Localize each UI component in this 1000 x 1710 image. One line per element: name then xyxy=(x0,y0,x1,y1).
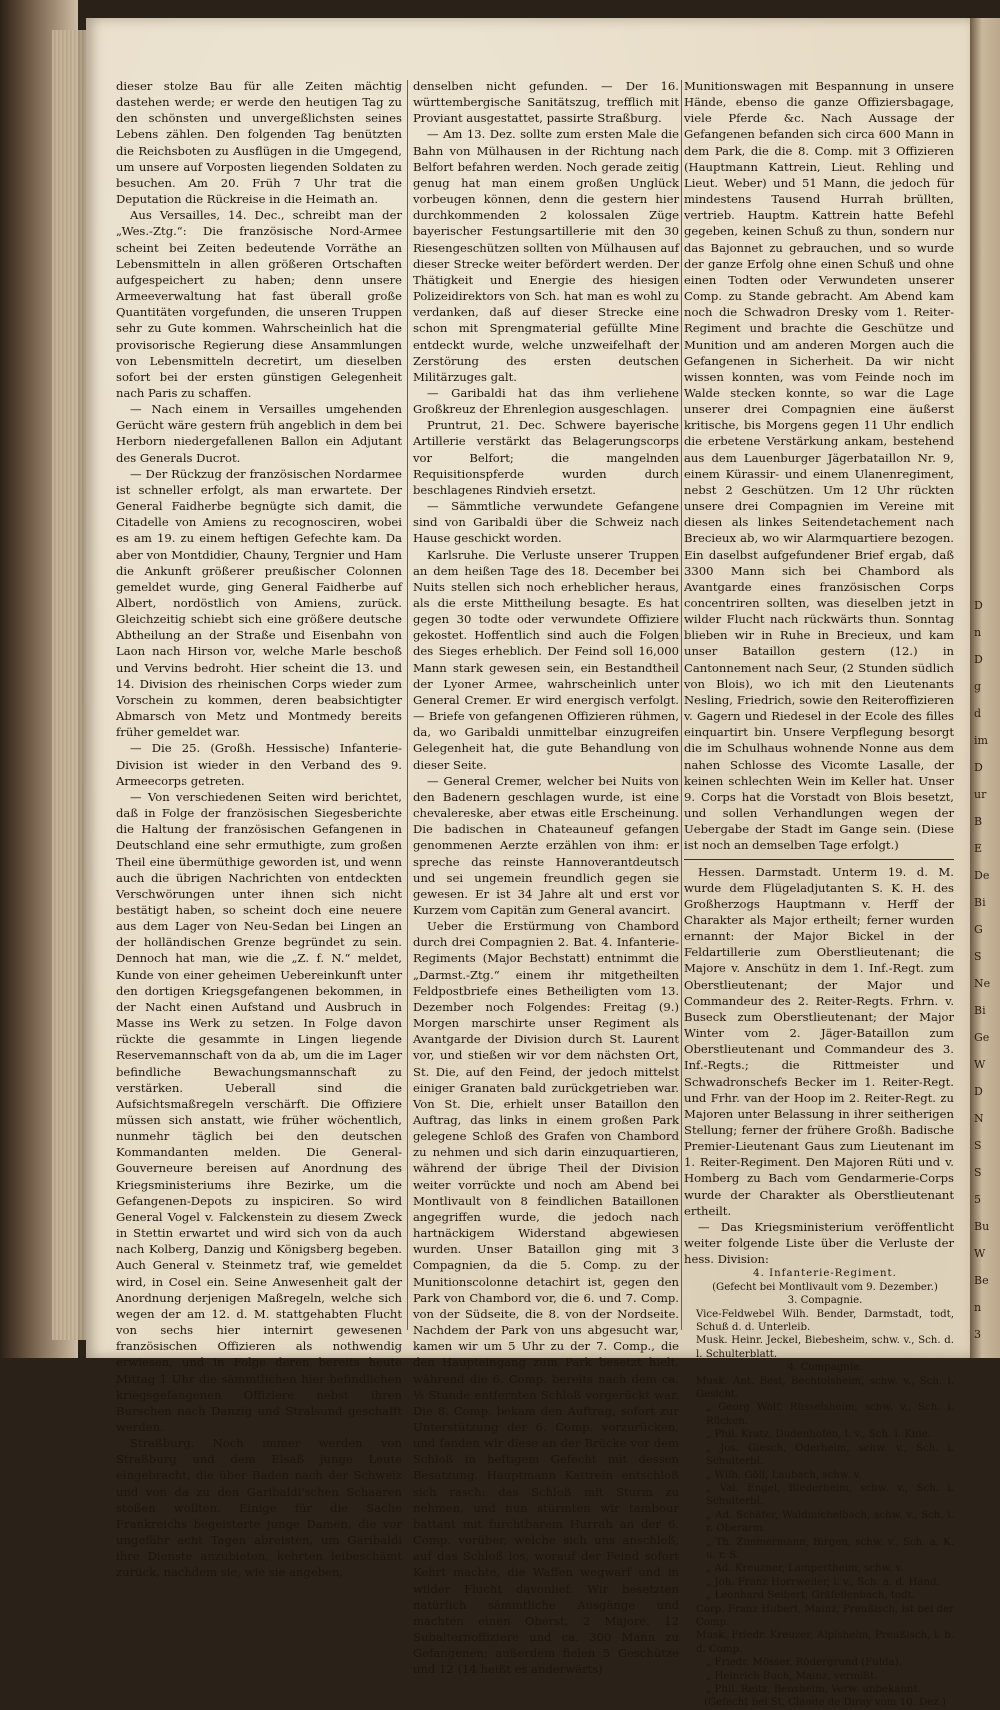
next-page-fragment: D xyxy=(974,653,983,666)
next-page-fragment: Bu xyxy=(974,1220,990,1233)
list-item: „ Ad. Schäfer, Waldmichelbach, schw. v., Sch. i. r. Oberarm xyxy=(706,1509,954,1535)
paragraph: — Sämmtliche verwundete Gefangene sind von Garibaldi über die Schweiz nach Hause geschickt worden. xyxy=(413,499,679,546)
next-page-fragment: n xyxy=(974,1301,982,1314)
list-item: „ Friedr. Mösser, Rödergrund (Fulda). xyxy=(706,1657,902,1669)
next-page-fragment: E xyxy=(974,842,983,855)
paragraph: — Von verschiedenen Seiten wird berichtet, daß in Folge der französischen Siegesberichte die Haltung der französischen Gefangenen in Deutschland eine sehr ermuthigte, zum großen Theil eine übermüthige geworden ist, und wenn auch die übrigen Nachrichten von entdeckten Verschwörungen unter ihnen sich nicht bestätigt haben, so scheint doch eine neuere aus dem Lager von Neu-Sedan bei Lingen an der holländischen Grenze begründet zu sein. Dennoch hat man, wie die „Z. f. N.“ meldet, Kunde von einer geheimen Uebereinkunft unter den dortigen Kriegsgefangenen bekommen, in der Nacht einen Aufstand und Ausbruch in Masse ins Werk zu setzen. In Folge davon rückte die gesammte in Lingen liegende Reservemannschaft von da ab, um die im Lager befindliche Bewachungsmannschaft zu verstärken. Ueberall sind die Aufsichtsmaßregeln verschärft. Die Offiziere müssen sich anstatt, wie früher wöchentlich, nunmehr täglich bei den deutschen Kommandanten melden. Die General-Gouverneure bereisen auf Anordnung des Kriegsministeriums ihre Bezirke, um die Gefangenen-Depots zu inspiciren. So wird General Vogel v. Falckenstein zu diesem Zweck in Stettin erwartet und wird sich von da auch nach Kolberg, Danzig und Königsberg begeben. Auch General v. Steinmetz traf, wie gemeldet wird, in Cosel ein. Seine Anwesenheit galt der Anordnung derjenigen Maßregeln, welche sich wegen der am 12. d. M. stattgehabten Flucht von sechs hier internirt gewesenen französischen Offizieren als nothwendig erwiesen, und in Folge deren bereits heute Mittag 1 Uhr die sämmtlichen hier befindlichen kriegsgefangenen Offiziere nebst ihren Burschen nach Danzig und Stralsund geschafft werden. xyxy=(116,789,402,1434)
list-item: Vice-Feldwebel Wilh. Bender, Darmstadt, todt, Schuß d. d. Unterleib. xyxy=(696,1308,954,1334)
next-page-fragment: B xyxy=(974,815,983,828)
next-page-fragment: ur xyxy=(974,788,987,801)
column-rule-1 xyxy=(407,80,408,1330)
paragraph: Ueber die Erstürmung von Chambord durch drei Compagnien 2. Bat. 4. Infanterie-Regiments (Major Bechstatt) entnimmt die „Darmst.-Ztg.“ einem ihr mitgetheilten Feldpostbriefe eines Betheiligten vom 13. Dezember noch Folgendes: Freitag (9.) Morgen marschirte unser Regiment als Avantgarde der Division durch St. Laurent vor, und stießen wir vor dem nächsten Ort, St. Die, auf den Feind, der jedoch mittelst einiger Granaten bald zurückgetrieben war. Von St. Die, erhielt unser Bataillon den Auftrag, das links in einem großen Park gelegene Schloß des Grafen von Chambord zu nehmen und sich darin einzuquartieren, während der übrige Theil der Division weiter vorrückte und noch am Abend bei Montlivault von 8 feindlichen Bataillonen angegriffen wurde, die jedoch nach hartnäckigem Widerstand abgewiesen wurden. Unser Bataillon ging mit 3 Compagnien, da die 5. Comp. zu der Munitionscolonne detachirt ist, gegen den Park von Chambord vor, die 6. und 7. Comp. von der Südseite, die 8. von der Nordseite. Nachdem der Park von uns abgesucht war, kamen wir um 5 Uhr zu der 7. Comp., die den Haupteingang zum Park besetzt hielt, während die 6. Comp. bereits nach dem ca. ½ Stunde entfernten Schloß vorgerückt war. Die 8. Comp. bekam den Auftrag, sofort zur Unterstützung der 6. Comp. vorzurücken, und fanden wir diese an der Brücke vor dem Schloß in heftigem Gefecht mit dessen Besatzung. Hauptmann Kattrein entschloß sich rasch: das Schloß mit Sturm zu nehmen, und nun stürmten wir tambour battant mit furchtbarem Hurrah an der 6. Comp. vorüber, welche sich uns anschloß, auf das Schloß los, worauf der Feind sofort Kehrt machte, die Waffen wegwarf und in wilder Flucht davonlief. Wir besetzten natürlich sämmtliche Ausgänge und machten einen Oberst, 2 Majore, 12 Subalternoffiziere und ca. 300 Mann zu Gefangenen; außerdem fielen 5 Geschütze und 12 (14 heißt es anderwärts) xyxy=(413,919,679,1677)
next-page-fragment: N xyxy=(974,1112,984,1125)
next-page-fragment: D xyxy=(974,599,983,612)
list-item: „ Phil. Kratz, Dudenhofen, l. v., Sch. i. Knie. xyxy=(706,1429,931,1441)
paragraph: — Nach einem in Versailles umgehenden Gerücht wäre gestern früh angeblich in dem bei Herborn niedergefallenen Ballon ein Adjutant des Generals Ducrot. xyxy=(116,402,402,465)
next-page-fragment: g xyxy=(974,680,982,693)
paragraph: Munitionswagen mit Bespannung in unsere Hände, ebenso die ganze Offiziersbagage, viele Pferde &c. Nach Aussage der Gefangenen befanden sich circa 600 Mann in dem Park, die die 8. Comp. mit 3 Offizieren (Hauptmann Kattrein, Lieut. Rehling und Lieut. Weber) und 51 Mann, die jedoch für mindestens Tausend Hurrah brüllten, vertrieb. Hauptm. Kattrein hatte Befehl gegeben, keinen Schuß zu thun, sondern nur das Bajonnet zu gebrauchen, und so wurde der ganze Erfolg ohne einen Schuß und ohne einen Todten oder Verwundeten unserer Comp. zu Stande gebracht. Am Abend kam noch die Schwadron Dresky vom 1. Reiter-Regiment und brachte die Geschütze und Munition und am anderen Morgen auch die Gefangenen in Sicherheit. Da wir nicht wissen konnten, was vom Feinde noch im Walde stecken konnte, so war die Lage unserer drei Compagnien eine äußerst kritische, bis Morgens gegen 11 Uhr endlich die erbetene Verstärkung ankam, bestehend aus dem Lauenburger Jägerbataillon Nr. 9, einem Kürassir- und einem Ulanenregiment, nebst 2 Geschützen. Um 12 Uhr rückten unsere drei Compagnien im Vereine mit diesen als linkes Seitendetachement nach Brecieux ab, wo wir Alarmquartiere bezogen. Ein daselbst aufgefundener Brief ergab, daß 3300 Mann sich bei Chambord als Avantgarde eines französischen Corps concentriren sollten, was dieselben jetzt in wilder Flucht nach rückwärts thun. Sonntag blieben wir in Ruhe in Brecieux, und kam unser Bataillon gestern (12.) in Cantonnement nach Seur, (2 Stunden südlich von Blois), wo ich mit den Lieutenants Nesling, Friedrich, sowie den Reiteroffizieren v. Gagern und Riedesel in der Ecole des filles einquartirt bin. Unsere Verpflegung besorgt die im Schulhaus wohnende Nonne aus dem nahen Schlosse des Vicomte Lasalle, der keinen schlechten Wein im Keller hat. Unser 9. Corps hat die Vorstadt von Blois besetzt, und sollen Verhandlungen wegen der Uebergabe der Stadt im Gange sein. (Diese ist noch an demselben Tage erfolgt.) xyxy=(684,79,954,853)
list-item: Musk. Heinr. Jeckel, Biebesheim, schw. v., Sch. d. l. Schulterblatt. xyxy=(696,1335,954,1360)
list-item: Musk. Ant. Best, Bechtolsheim, schw. v., Sch. i. Gesicht. xyxy=(696,1375,954,1401)
list-heading: 3. Compagnie. xyxy=(787,1295,863,1307)
list-item: „ Heinrich Buch, Mainz, vermißt. xyxy=(706,1670,878,1682)
list-heading: 4. Infanterie-Regiment. xyxy=(753,1268,897,1280)
column-3 xyxy=(684,78,954,1709)
next-page-fragment: D xyxy=(974,761,983,774)
next-page-fragment: W xyxy=(974,1058,986,1071)
next-page-fragment: S xyxy=(974,950,982,963)
next-page-fragment: Bi xyxy=(974,896,986,909)
next-page-fragment: n xyxy=(974,626,982,639)
paragraph: — Der Rückzug der französischen Nordarmee ist schneller erfolgt, als man erwartete. Der General Faidherbe begnügte sich damit, die Citadelle von Amiens zu recognosciren, wobei es am 19. zu einem heftigen Gefechte kam. Da aber von Montdidier, Chauny, Tergnier und Ham die Ankunft größerer preußischer Colonnen gemeldet wurde, ging General Faidherbe auf Albert, nordöstlich von Amiens, zurück. Gleichzeitig schiebt sich eine größere deutsche Abtheilung an der Straße und Eisenbahn von Laon nach Hirson vor, welche Marle beschoß und Vervins bedroht. Hier scheint die 13. und 14. Division des rheinischen Corps wieder zum Vorschein zu kommen, deren beabsichtigter Abmarsch von Metz und Montmedy bereits früher gemeldet war. xyxy=(116,466,402,740)
paragraph: Straßburg. Noch immer werden von Straßburg und dem Elsaß junge Leute eingebracht, die über Baden nach der Schweiz und von da zu den Garibaldi'schen Schaaren stoßen wollten. Einige für die Sache Frankreichs begeisterte junge Damen, die vor ungefähr acht Tagen abreisten, um Garibaldi ihre Dienste anzubieten, kehrten leibeschämt zurück, nachdem sie, wie sie angeben, xyxy=(116,1436,402,1580)
list-item: „ Val. Engel, Biederheim, schw. v., Sch. i. Schulterbl. xyxy=(706,1482,954,1508)
list-item: „ Phil. Reitz, Bensheim, Verw. unbekannt. xyxy=(706,1684,921,1695)
next-page-fragment: 3 xyxy=(974,1328,981,1341)
list-item: „ Joh. Franz Horrweiler, l. v., Sch. a. d. Hand. xyxy=(706,1576,940,1588)
column-1 xyxy=(116,78,402,1580)
paragraph: Hessen. Darmstadt. Unterm 19. d. M. wurde dem Flügeladjutanten S. K. H. des Großherzogs Hauptmann v. Herff der Charakter als Major ertheilt; ferner wurden ernannt: der Major Bickel in der Feldartillerie zum Oberstlieutenant; die Majore v. Anschütz in dem 1. Inf.-Regt. zum Oberstlieutenant; der Major und Commandeur des 2. Reiter-Regts. Frhrn. v. Buseck zum Oberstlieutenant; der Major Winter vom 2. Jäger-Bataillon zum Oberstlieutenant und Commandeur des 3. Inf.-Regts.; die Rittmeister und Schwadronschefs Becker im 1. Reiter-Regt. und Frhr. van der Hoop im 2. Reiter-Regt. zu Majoren unter Belassung in ihrer seitherigen Stellung; ferner der frühere Großh. Badische Premier-Lieutenant Gaus zum Lieutenant im 1. Reiter-Regiment. Den Majoren Rüti und v. Homberg zu Bach vom Gendarmerie-Corps wurde der Charakter als Oberstlieutenant ertheilt. xyxy=(684,864,954,1218)
next-page-fragment: S xyxy=(974,1166,982,1179)
paragraph: — Am 13. Dez. sollte zum ersten Male die Bahn von Mülhausen in der Richtung nach Belfort befahren werden. Noch gerade zeitig genug hat man einem großen Unglück vorbeugen können, denn die gestern hier durchkommenden 2 kolossalen Züge bayerischer Festungsartillerie mit den 30 Riesengeschützen sollten von Mülhausen auf dieser Strecke weiter befördert werden. Der Thätigkeit und Energie des hiesigen Polizeidirektors von Sch. hat man es wohl zu verdanken, daß auf dieser Strecke eine schon mit Sprengmaterial gefüllte Mine entdeckt wurde, welche unzweifelhaft der Zerstörung des ersten deutschen Militärzuges galt. xyxy=(413,127,679,384)
list-item: Musk. Friedr. Kreuzer, Alpisheim, Preußisch, i. b. d. Comp. xyxy=(696,1630,954,1655)
paragraph: — Das Kriegsministerium veröffentlicht weiter folgende Liste über die Verluste der hess. Division: xyxy=(684,1219,954,1267)
paragraph: — Die 25. (Großh. Hessische) Infanterie-Division ist wieder in den Verband des 9. Armeecorps getreten. xyxy=(116,741,402,788)
list-item: „ Wilh. Göll, Laubach, schw. v. xyxy=(706,1469,862,1481)
casualty-list xyxy=(684,1267,954,1709)
next-page-fragment: Ne xyxy=(974,977,991,990)
list-item: „ Georg Wolf, Rüsselsheim, schw. v., Sch. i. Rücken. xyxy=(706,1402,954,1427)
paragraph: Karlsruhe. Die Verluste unserer Truppen an dem heißen Tage des 18. December bei Nuits stellen sich noch erheblicher heraus, als die erste Mittheilung besagte. Es hat gegen 30 todte oder verwundete Offiziere gekostet. Hoffentlich sind auch die Folgen des Sieges erheblich. Der Feind soll 16,000 Mann stark gewesen sein, ein Bestandtheil der Lyoner Armee, wahrscheinlich unter General Cremer. Er wird energisch verfolgt. — Briefe von gefangenen Offizieren rühmen, da, wo Garibaldi unmittelbar einzugreifen Gelegenheit hat, die gute Behandlung von dieser Seite. xyxy=(413,547,679,772)
next-page-fragment: D xyxy=(974,1085,983,1098)
next-page-fragment: W xyxy=(974,1247,986,1260)
list-heading: 4. Compagnie. xyxy=(787,1362,863,1374)
paragraph: — General Cremer, welcher bei Nuits von den Badenern geschlagen wurde, ist eine chevalereske, aber etwas eitle Erscheinung. Die badischen in Chateauneuf gefangen genommenen Aerzte erzählen von ihm: er spreche das reinste Hannoverantdeutsch und sei ungemein freundlich gegen sie gewesen. Er ist 34 Jahre alt und erst vor Kurzem vom Capitän zum General avancirt. xyxy=(413,773,679,917)
next-page-fragment: Be xyxy=(974,1274,989,1287)
paragraph: Pruntrut, 21. Dec. Schwere bayerische Artillerie verstärkt das Belagerungscorps vor Belfort; die mangelnden Requisitionspferde wurden durch beschlagenes Rindvieh ersetzt. xyxy=(413,418,679,497)
next-page-fragment: d xyxy=(974,707,982,720)
next-page-fragment: im xyxy=(974,734,988,747)
column-2 xyxy=(413,78,679,1677)
paragraph: — Garibaldi hat das ihm verliehene Großkreuz der Ehrenlegion ausgeschlagen. xyxy=(413,385,679,417)
list-subheading: (Gefecht bei St. Claude de Diray vom 10. Dez.) xyxy=(704,1697,946,1709)
list-item: Corp. Franz Hubert, Mainz, Preußisch, ist bei der Comp. xyxy=(696,1603,954,1628)
next-page-fragment: Bi xyxy=(974,1004,986,1017)
section-divider xyxy=(684,859,954,860)
paragraph: dieser stolze Bau für alle Zeiten mächtig dastehen werde; er werde den heutigen Tag zu den schönsten und unvergeßlichsten seines Lebens zählen. Den folgenden Tag benützten die Reichsboten zu Ausflügen in die Umgegend, um unsere auf Vorposten liegenden Soldaten zu besuchen. Am 20. Früh 7 Uhr trat die Deputation die Rückreise in die Heimath an. xyxy=(116,79,402,207)
paragraph: denselben nicht gefunden. — Der 16. württembergische Sanitätszug, trefflich mit Proviant ausgestattet, passirte Straßburg. xyxy=(413,79,679,126)
column-rule-2 xyxy=(681,80,682,1330)
list-item: „ Leonhard Seibert, Gräfellenbach, todt. xyxy=(706,1590,915,1602)
page-edges xyxy=(52,30,86,1340)
next-page-fragment: S xyxy=(974,1139,982,1152)
list-item: „ Th. Zimmermann, Birgen, schw. v., Sch. a. K. u. r. S. xyxy=(706,1536,954,1561)
list-item: „ Jos. Giesch, Oderheim, schw. v., Sch. i. Schulterbl. xyxy=(706,1442,954,1468)
list-subheading: (Gefecht bei Montlivault vom 9. Dezember.) xyxy=(712,1281,938,1293)
next-page-fragment: G xyxy=(974,923,983,936)
next-page-fragment: De xyxy=(974,869,990,882)
next-page-fragment: Ge xyxy=(974,1031,990,1044)
list-item: „ Ad. Kreuzner, Lampertheim, schw. v. xyxy=(706,1563,904,1575)
next-page-fragment: 5 xyxy=(974,1193,981,1206)
paragraph: Aus Versailles, 14. Dec., schreibt man der „Wes.-Ztg.“: Die französische Nord-Armee scheint bei Zeiten bedeutende Vorräthe an Lebensmitteln in allen größeren Ortschaften aufgespeichert zu haben; denn unsere Armeeverwaltung hat fast überall große Quantitäten vorgefunden, die unseren Truppen sehr zu Gute kommen. Wahrscheinlich hat die provisorische Regierung diese Ansammlungen von Lebensmitteln decretirt, um dieselben sofort bei der ersten günstigen Gelegenheit nach Paris zu schaffen. xyxy=(116,208,402,400)
